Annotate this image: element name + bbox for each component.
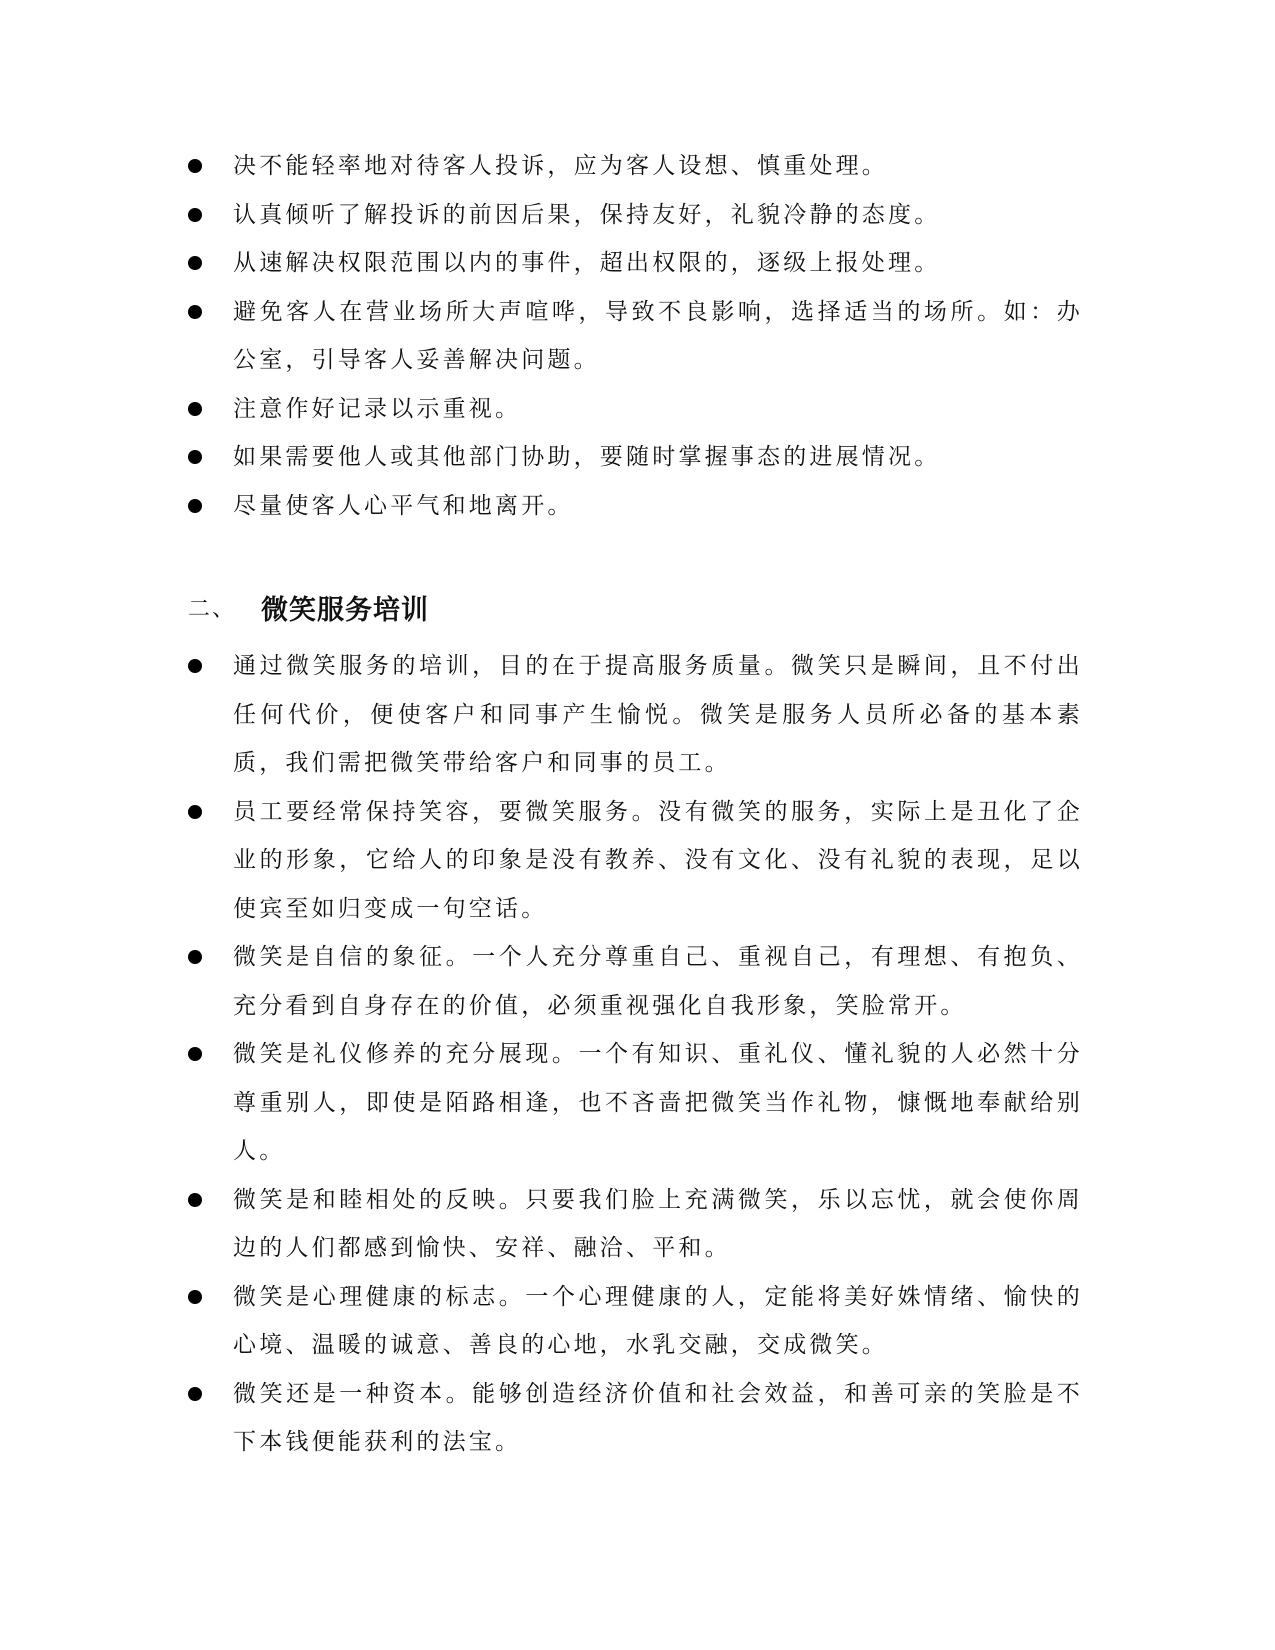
bullet-icon: [188, 402, 202, 416]
list-item-text: 认真倾听了解投诉的前因后果，保持友好，礼貌冷静的态度。: [233, 201, 941, 228]
list-item: [0, 288, 1083, 385]
list-item: [0, 1030, 1083, 1176]
section-heading: [188, 587, 429, 627]
list-item: [0, 191, 1083, 240]
list-item-text: 微笑是自信的象征。一个人充分尊重自己、重视自己，有理想、有抱负、充分看到自身存在的价值，必须重视强化自我形象，笑脸常开。: [233, 944, 1083, 1019]
list-item-text: 决不能轻率地对待客人投诉，应为客人设想、慎重处理。: [233, 153, 888, 179]
bullet-icon: [188, 450, 202, 464]
bullet-icon: [188, 159, 202, 173]
complaint-handling-list: [0, 142, 1083, 530]
list-item: [0, 385, 1083, 434]
bullet-icon: [188, 208, 202, 222]
bullet-icon: [188, 1387, 202, 1401]
list-item-text: 微笑是和睦相处的反映。只要我们脸上充满微笑，乐以忘忧，就会使你周边的人们都感到愉快、安祥、融洽、平和。: [233, 1186, 1083, 1261]
list-item: [0, 142, 1083, 191]
list-item-text: 如果需要他人或其他部门协助，要随时掌握事态的进展情况。: [233, 444, 941, 470]
list-item-text: 通过微笑服务的培训，目的在于提高服务质量。微笑只是瞬间，且不付出任何代价，便使客户和同事产生愉悦。微笑是服务人员所必备的基本素质，我们需把微笑带给客户和同事的员工。: [233, 653, 1083, 776]
list-item-text: 微笑是心理健康的标志。一个心理健康的人，定能将美好姝情绪、愉快的心境、温暖的诚意、善良的心地，水乳交融，交成微笑。: [233, 1283, 1083, 1358]
list-item-text: 员工要经常保持笑容，要微笑服务。没有微笑的服务，实际上是丑化了企业的形象，它给人的印象是没有教养、没有文化、没有礼貌的表现，足以使宾至如归变成一句空话。: [233, 798, 1083, 922]
list-item-text: 从速解决权限范围以内的事件，超出权限的，逐级上报处理。: [233, 250, 941, 276]
list-item: [0, 1176, 1083, 1273]
bullet-icon: [188, 305, 202, 319]
bullet-icon: [188, 256, 202, 270]
section-title: 微笑服务培训: [261, 594, 429, 626]
bullet-icon: [188, 1193, 202, 1207]
list-item-text: 微笑是礼仪修养的充分展现。一个有知识、重礼仪、懂礼貌的人必然十分尊重别人，即使是陌路相逢，也不吝啬把微笑当作礼物，慷慨地奉献给别人。: [233, 1041, 1083, 1164]
list-item: [0, 1273, 1083, 1370]
bullet-icon: [188, 950, 202, 964]
list-item: [0, 1370, 1083, 1467]
list-item: [0, 933, 1083, 1030]
bullet-icon: [188, 1290, 202, 1304]
bullet-icon: [188, 659, 202, 673]
list-item: [0, 433, 1083, 482]
bullet-icon: [188, 1047, 202, 1061]
list-item: [0, 482, 1083, 531]
list-item-text: 避免客人在营业场所大声喧哗，导致不良影响，选择适当的场所。如：办公室，引导客人妥善解决问题。: [233, 298, 1083, 373]
list-item-text: 注意作好记录以示重视。: [233, 395, 522, 422]
list-item: [0, 788, 1083, 934]
bullet-icon: [188, 805, 202, 819]
smile-service-list: [0, 642, 1083, 1467]
bullet-icon: [188, 499, 202, 513]
list-item-text: 尽量使客人心平气和地离开。: [233, 492, 574, 519]
section-number: 二、: [188, 596, 237, 622]
list-item-text: 微笑还是一种资本。能够创造经济价值和社会效益，和善可亲的笑脸是不下本钱便能获利的法宝。: [233, 1380, 1083, 1455]
list-item: [0, 239, 1083, 288]
list-item: [0, 642, 1083, 788]
